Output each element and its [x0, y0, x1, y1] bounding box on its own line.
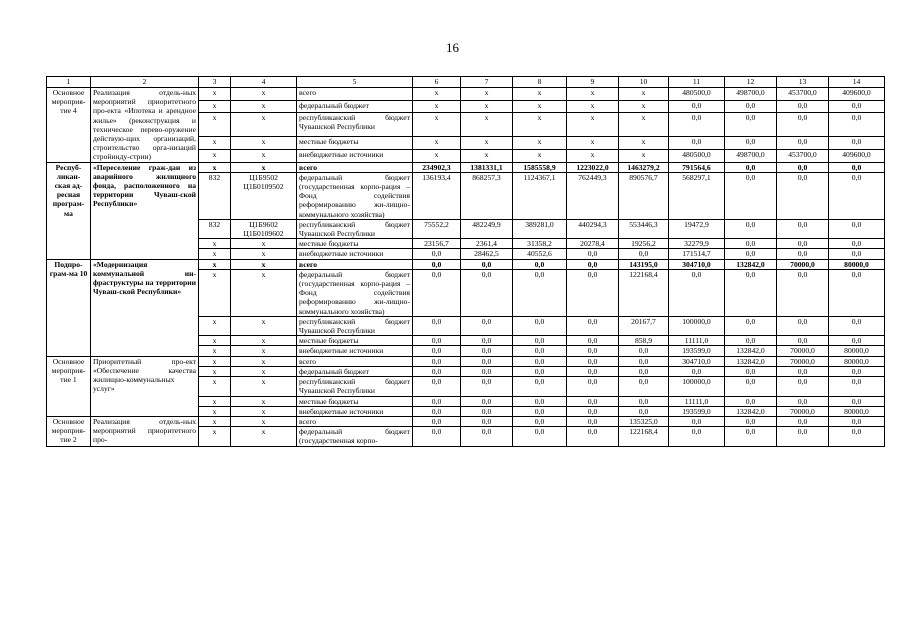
value-cell: 0,0	[461, 366, 513, 376]
budget-code-cell: Ц1Б9502 Ц1Б0109502	[231, 172, 297, 219]
budget-code-cell: x	[231, 406, 297, 416]
value-cell: 75552,2	[413, 219, 461, 238]
header-cell: 3	[199, 77, 231, 88]
value-cell: 0,0	[513, 377, 567, 396]
value-cell: 0,0	[829, 336, 885, 346]
value-cell: 0,0	[413, 346, 461, 356]
section-title-cell: Основное мероприя-тие 2	[47, 416, 91, 446]
value-cell: 0,0	[777, 219, 829, 238]
responsible-cell: x	[199, 406, 231, 416]
value-cell: 480500,0	[669, 88, 725, 101]
value-cell: 453700,0	[777, 149, 829, 162]
responsible-cell: 832	[199, 219, 231, 238]
value-cell: 890576,7	[619, 172, 669, 219]
value-cell: 0,0	[413, 427, 461, 446]
value-cell: 122168,4	[619, 269, 669, 316]
responsible-cell: 832	[199, 172, 231, 219]
value-cell: 32279,9	[669, 239, 725, 249]
section-title-cell: Подпро-грам-ма 10	[47, 259, 91, 356]
value-cell: 440294,3	[567, 219, 619, 238]
value-cell: 0,0	[777, 416, 829, 426]
header-cell: 10	[619, 77, 669, 88]
responsible-cell: x	[199, 316, 231, 335]
value-cell: 0,0	[725, 396, 777, 406]
value-cell: 11111,0	[669, 396, 725, 406]
value-cell: 0,0	[413, 377, 461, 396]
header-cell: 8	[513, 77, 567, 88]
budget-code-cell: x	[231, 336, 297, 346]
value-cell: x	[567, 137, 619, 150]
funding-source-cell: местные бюджеты	[297, 336, 413, 346]
value-cell: 0,0	[777, 427, 829, 446]
value-cell: 0,0	[725, 427, 777, 446]
responsible-cell: x	[199, 269, 231, 316]
value-cell: 0,0	[567, 406, 619, 416]
value-cell: x	[619, 88, 669, 101]
value-cell: 0,0	[777, 239, 829, 249]
responsible-cell: x	[199, 239, 231, 249]
value-cell: 1124367,1	[513, 172, 567, 219]
value-cell: 0,0	[829, 396, 885, 406]
budget-code-cell: x	[231, 137, 297, 150]
value-cell: x	[513, 137, 567, 150]
value-cell: 135325,0	[619, 416, 669, 426]
funding-source-cell: федеральный бюджет (государственная корпо-рация – Фонд содействия реформированию жи-лищно-коммунального хозяйства)	[297, 172, 413, 219]
value-cell: 453700,0	[777, 88, 829, 101]
value-cell: x	[413, 100, 461, 113]
funding-source-cell: местные бюджеты	[297, 239, 413, 249]
value-cell: 0,0	[567, 249, 619, 259]
value-cell: 40552,6	[513, 249, 567, 259]
responsible-cell: x	[199, 88, 231, 101]
value-cell: 0,0	[567, 377, 619, 396]
budget-code-cell: x	[231, 416, 297, 426]
value-cell: 0,0	[829, 100, 885, 113]
value-cell: 0,0	[829, 249, 885, 259]
value-cell: 0,0	[619, 249, 669, 259]
value-cell: x	[513, 149, 567, 162]
value-cell: 100000,0	[669, 377, 725, 396]
funding-source-cell: федеральный бюджет	[297, 366, 413, 376]
value-cell: 0,0	[725, 172, 777, 219]
table-row	[47, 162, 885, 172]
budget-code-cell: x	[231, 346, 297, 356]
value-cell: x	[567, 113, 619, 137]
value-cell: 0,0	[461, 377, 513, 396]
budget-code-cell: x	[231, 356, 297, 366]
value-cell: 0,0	[669, 113, 725, 137]
value-cell: 0,0	[777, 336, 829, 346]
value-cell: x	[567, 149, 619, 162]
value-cell: 0,0	[461, 259, 513, 269]
value-cell: 0,0	[725, 316, 777, 335]
value-cell: 0,0	[567, 269, 619, 316]
value-cell: 791564,6	[669, 162, 725, 172]
value-cell: 23156,7	[413, 239, 461, 249]
value-cell: 0,0	[513, 346, 567, 356]
value-cell: 132842,0	[725, 259, 777, 269]
value-cell: 762449,3	[567, 172, 619, 219]
funding-source-cell: республиканский бюджет Чувашской Республики	[297, 377, 413, 396]
value-cell: 0,0	[413, 249, 461, 259]
value-cell: 193599,0	[669, 346, 725, 356]
value-cell: x	[513, 88, 567, 101]
value-cell: 498700,0	[725, 149, 777, 162]
value-cell: 100000,0	[669, 316, 725, 335]
value-cell: 480500,0	[669, 149, 725, 162]
value-cell: 0,0	[829, 239, 885, 249]
value-cell: 0,0	[567, 336, 619, 346]
value-cell: 0,0	[725, 219, 777, 238]
value-cell: 0,0	[777, 316, 829, 335]
responsible-cell: x	[199, 259, 231, 269]
budget-code-cell: x	[231, 366, 297, 376]
funding-source-cell: республиканский бюджет Чувашской Республики	[297, 316, 413, 335]
responsible-cell: x	[199, 396, 231, 406]
budget-code-cell: x	[231, 249, 297, 259]
page-number: 16	[446, 40, 459, 55]
funding-source-cell: всего	[297, 416, 413, 426]
value-cell: 2361,4	[461, 239, 513, 249]
value-cell: x	[619, 149, 669, 162]
header-cell: 7	[461, 77, 513, 88]
value-cell: 0,0	[829, 269, 885, 316]
budget-table	[46, 76, 885, 447]
budget-code-cell: x	[231, 162, 297, 172]
value-cell: 0,0	[829, 366, 885, 376]
value-cell: 0,0	[777, 269, 829, 316]
value-cell: 0,0	[513, 316, 567, 335]
value-cell: 0,0	[461, 346, 513, 356]
section-name-cell: Приоритетный про-ект «Обеспечение качества жилищно-коммунальных услуг»	[91, 356, 199, 416]
header-cell: 13	[777, 77, 829, 88]
value-cell: 0,0	[513, 406, 567, 416]
responsible-cell: x	[199, 100, 231, 113]
header-cell: 5	[297, 77, 413, 88]
value-cell: 0,0	[513, 427, 567, 446]
value-cell: 0,0	[413, 406, 461, 416]
section-name-cell: «Переселение граж-дан из аварийного жилищного фонда, расположенного на территории Чуваш-ской Республики»	[91, 162, 199, 259]
value-cell: x	[619, 137, 669, 150]
header-cell: 4	[231, 77, 297, 88]
value-cell: 20167,7	[619, 316, 669, 335]
funding-source-cell: внебюджетные источники	[297, 346, 413, 356]
value-cell: 0,0	[413, 269, 461, 316]
value-cell: 0,0	[567, 396, 619, 406]
funding-source-cell: федеральный бюджет (государственная корпо-рация – Фонд содействия реформированию жи-лищно-коммунального хозяйства)	[297, 269, 413, 316]
responsible-cell: x	[199, 249, 231, 259]
value-cell: 143195,0	[619, 259, 669, 269]
budget-code-cell: x	[231, 377, 297, 396]
value-cell: 0,0	[567, 259, 619, 269]
value-cell: 20278,4	[567, 239, 619, 249]
value-cell: 0,0	[619, 396, 669, 406]
value-cell: 1223022,0	[567, 162, 619, 172]
section-name-cell: Реализация отдель-ных мероприятий приоритетного про-екта «Ипотека и арендное жилье» (реконструкция и техническое перево-оружение действую-щих организаций, строительство орга-низаций стройинду-стрии)	[91, 88, 199, 163]
value-cell: x	[461, 100, 513, 113]
value-cell: 136193,4	[413, 172, 461, 219]
value-cell: x	[413, 149, 461, 162]
value-cell: 0,0	[567, 346, 619, 356]
table-row	[47, 88, 885, 101]
section-title-cell: Респуб-ликан-ская ад-ресная програм-ма	[47, 162, 91, 259]
value-cell: 0,0	[669, 366, 725, 376]
value-cell: 0,0	[461, 396, 513, 406]
funding-source-cell: федеральный бюджет	[297, 100, 413, 113]
budget-code-cell: Ц1Б9602 Ц1Б0109602	[231, 219, 297, 238]
section-title-cell: Основное мероприя-тие 4	[47, 88, 91, 163]
budget-code-cell: x	[231, 259, 297, 269]
value-cell: 0,0	[777, 366, 829, 376]
value-cell: 0,0	[777, 377, 829, 396]
header-cell: 12	[725, 77, 777, 88]
value-cell: 0,0	[829, 137, 885, 150]
header-cell: 2	[91, 77, 199, 88]
value-cell: 0,0	[567, 356, 619, 366]
budget-code-cell: x	[231, 396, 297, 406]
table-body	[47, 77, 885, 447]
value-cell: 0,0	[777, 113, 829, 137]
value-cell: 0,0	[669, 100, 725, 113]
value-cell: 1381331,1	[461, 162, 513, 172]
value-cell: 0,0	[777, 249, 829, 259]
section-name-cell: Реализация отдель-ных мероприятий приоритетного про-	[91, 416, 199, 446]
value-cell: 0,0	[513, 366, 567, 376]
value-cell: 0,0	[461, 336, 513, 346]
budget-code-cell: x	[231, 100, 297, 113]
value-cell: 0,0	[619, 346, 669, 356]
value-cell: 0,0	[413, 416, 461, 426]
value-cell: 1463279,2	[619, 162, 669, 172]
value-cell: 0,0	[567, 316, 619, 335]
value-cell: 0,0	[413, 356, 461, 366]
table-row	[47, 356, 885, 366]
value-cell: 80000,0	[829, 356, 885, 366]
value-cell: x	[461, 137, 513, 150]
value-cell: 0,0	[725, 239, 777, 249]
value-cell: 0,0	[725, 366, 777, 376]
value-cell: 0,0	[725, 269, 777, 316]
value-cell: x	[413, 137, 461, 150]
funding-source-cell: местные бюджеты	[297, 396, 413, 406]
value-cell: 0,0	[725, 162, 777, 172]
table-row	[47, 259, 885, 269]
responsible-cell: x	[199, 427, 231, 446]
responsible-cell: x	[199, 162, 231, 172]
value-cell: 0,0	[777, 172, 829, 219]
value-cell: 80000,0	[829, 346, 885, 356]
value-cell: 0,0	[413, 396, 461, 406]
funding-source-cell: всего	[297, 259, 413, 269]
responsible-cell: x	[199, 416, 231, 426]
value-cell: 31358,2	[513, 239, 567, 249]
value-cell: 0,0	[725, 100, 777, 113]
value-cell: 868257,3	[461, 172, 513, 219]
value-cell: 0,0	[829, 162, 885, 172]
value-cell: 0,0	[777, 396, 829, 406]
value-cell: 0,0	[777, 137, 829, 150]
responsible-cell: x	[199, 149, 231, 162]
value-cell: x	[567, 100, 619, 113]
value-cell: 858,9	[619, 336, 669, 346]
value-cell: x	[619, 100, 669, 113]
value-cell: 0,0	[461, 406, 513, 416]
value-cell: 132842,0	[725, 406, 777, 416]
value-cell: x	[461, 149, 513, 162]
value-cell: 0,0	[567, 416, 619, 426]
value-cell: 193599,0	[669, 406, 725, 416]
responsible-cell: x	[199, 356, 231, 366]
budget-code-cell: x	[231, 427, 297, 446]
value-cell: x	[513, 100, 567, 113]
value-cell: 0,0	[413, 366, 461, 376]
funding-source-cell: республиканский бюджет Чувашской Республики	[297, 219, 413, 238]
value-cell: 482249,9	[461, 219, 513, 238]
value-cell: 0,0	[777, 100, 829, 113]
value-cell: 0,0	[513, 356, 567, 366]
section-title-cell: Основное мероприя-тие 1	[47, 356, 91, 416]
budget-code-cell: x	[231, 316, 297, 335]
value-cell: 19472,9	[669, 219, 725, 238]
funding-source-cell: всего	[297, 162, 413, 172]
value-cell: 132842,0	[725, 346, 777, 356]
value-cell: 0,0	[725, 113, 777, 137]
value-cell: 0,0	[513, 259, 567, 269]
value-cell: 1585558,9	[513, 162, 567, 172]
value-cell: 0,0	[413, 316, 461, 335]
budget-code-cell: x	[231, 239, 297, 249]
funding-source-cell: местные бюджеты	[297, 137, 413, 150]
value-cell: 409600,0	[829, 149, 885, 162]
value-cell: 0,0	[413, 259, 461, 269]
funding-source-cell: всего	[297, 356, 413, 366]
budget-code-cell: x	[231, 113, 297, 137]
value-cell: 0,0	[669, 427, 725, 446]
value-cell: 0,0	[725, 336, 777, 346]
value-cell: 0,0	[829, 416, 885, 426]
value-cell: x	[461, 113, 513, 137]
value-cell: 498700,0	[725, 88, 777, 101]
value-cell: x	[567, 88, 619, 101]
value-cell: 0,0	[829, 377, 885, 396]
header-cell: 9	[567, 77, 619, 88]
budget-code-cell: x	[231, 149, 297, 162]
funding-source-cell: республиканский бюджет Чувашской Республики	[297, 113, 413, 137]
value-cell: 553446,3	[619, 219, 669, 238]
value-cell: 409600,0	[829, 88, 885, 101]
header-cell: 1	[47, 77, 91, 88]
value-cell: 0,0	[669, 137, 725, 150]
value-cell: 0,0	[777, 162, 829, 172]
value-cell: 0,0	[829, 427, 885, 446]
value-cell: 0,0	[619, 366, 669, 376]
value-cell: 70000,0	[777, 356, 829, 366]
value-cell: x	[413, 88, 461, 101]
value-cell: 304710,0	[669, 259, 725, 269]
responsible-cell: x	[199, 336, 231, 346]
value-cell: 19256,2	[619, 239, 669, 249]
value-cell: 0,0	[829, 172, 885, 219]
responsible-cell: x	[199, 377, 231, 396]
value-cell: 0,0	[513, 416, 567, 426]
value-cell: 234902,3	[413, 162, 461, 172]
value-cell: x	[513, 113, 567, 137]
value-cell: 0,0	[669, 416, 725, 426]
budget-code-cell: x	[231, 269, 297, 316]
value-cell: 70000,0	[777, 406, 829, 416]
value-cell: 568297,1	[669, 172, 725, 219]
value-cell: 0,0	[413, 336, 461, 346]
value-cell: 0,0	[669, 269, 725, 316]
value-cell: 0,0	[461, 269, 513, 316]
responsible-cell: x	[199, 346, 231, 356]
responsible-cell: x	[199, 137, 231, 150]
header-row	[47, 77, 885, 88]
funding-source-cell: всего	[297, 88, 413, 101]
value-cell: 0,0	[461, 427, 513, 446]
budget-code-cell: x	[231, 88, 297, 101]
value-cell: 11111,0	[669, 336, 725, 346]
value-cell: 0,0	[725, 249, 777, 259]
value-cell: 80000,0	[829, 406, 885, 416]
header-cell: 11	[669, 77, 725, 88]
value-cell: 0,0	[829, 219, 885, 238]
value-cell: 70000,0	[777, 346, 829, 356]
funding-source-cell: федеральный бюджет (государственная корпо-	[297, 427, 413, 446]
value-cell: x	[413, 113, 461, 137]
value-cell: 0,0	[461, 316, 513, 335]
value-cell: 0,0	[567, 427, 619, 446]
table-row	[47, 416, 885, 426]
value-cell: 0,0	[829, 113, 885, 137]
responsible-cell: x	[199, 113, 231, 137]
value-cell: 132842,0	[725, 356, 777, 366]
value-cell: 304710,0	[669, 356, 725, 366]
header-cell: 6	[413, 77, 461, 88]
value-cell: 0,0	[829, 316, 885, 335]
value-cell: 122168,4	[619, 427, 669, 446]
funding-source-cell: внебюджетные источники	[297, 149, 413, 162]
funding-source-cell: внебюджетные источники	[297, 406, 413, 416]
value-cell: 0,0	[513, 396, 567, 406]
value-cell: 0,0	[619, 406, 669, 416]
value-cell: 28462,5	[461, 249, 513, 259]
value-cell: 0,0	[725, 377, 777, 396]
responsible-cell: x	[199, 366, 231, 376]
value-cell: 0,0	[725, 137, 777, 150]
header-cell: 14	[829, 77, 885, 88]
section-name-cell: «Модернизация коммунальной ин-фраструктуры на территории Чуваш-ской Республики»	[91, 259, 199, 356]
value-cell: 0,0	[567, 366, 619, 376]
value-cell: 0,0	[619, 377, 669, 396]
value-cell: x	[619, 113, 669, 137]
value-cell: 70000,0	[777, 259, 829, 269]
value-cell: 171514,7	[669, 249, 725, 259]
value-cell: 0,0	[461, 356, 513, 366]
value-cell: 80000,0	[829, 259, 885, 269]
value-cell: 0,0	[461, 416, 513, 426]
value-cell: 0,0	[513, 269, 567, 316]
value-cell: 389281,0	[513, 219, 567, 238]
value-cell: 0,0	[513, 336, 567, 346]
value-cell: 0,0	[619, 356, 669, 366]
value-cell: x	[461, 88, 513, 101]
funding-source-cell: внебюджетные источники	[297, 249, 413, 259]
value-cell: 0,0	[725, 416, 777, 426]
